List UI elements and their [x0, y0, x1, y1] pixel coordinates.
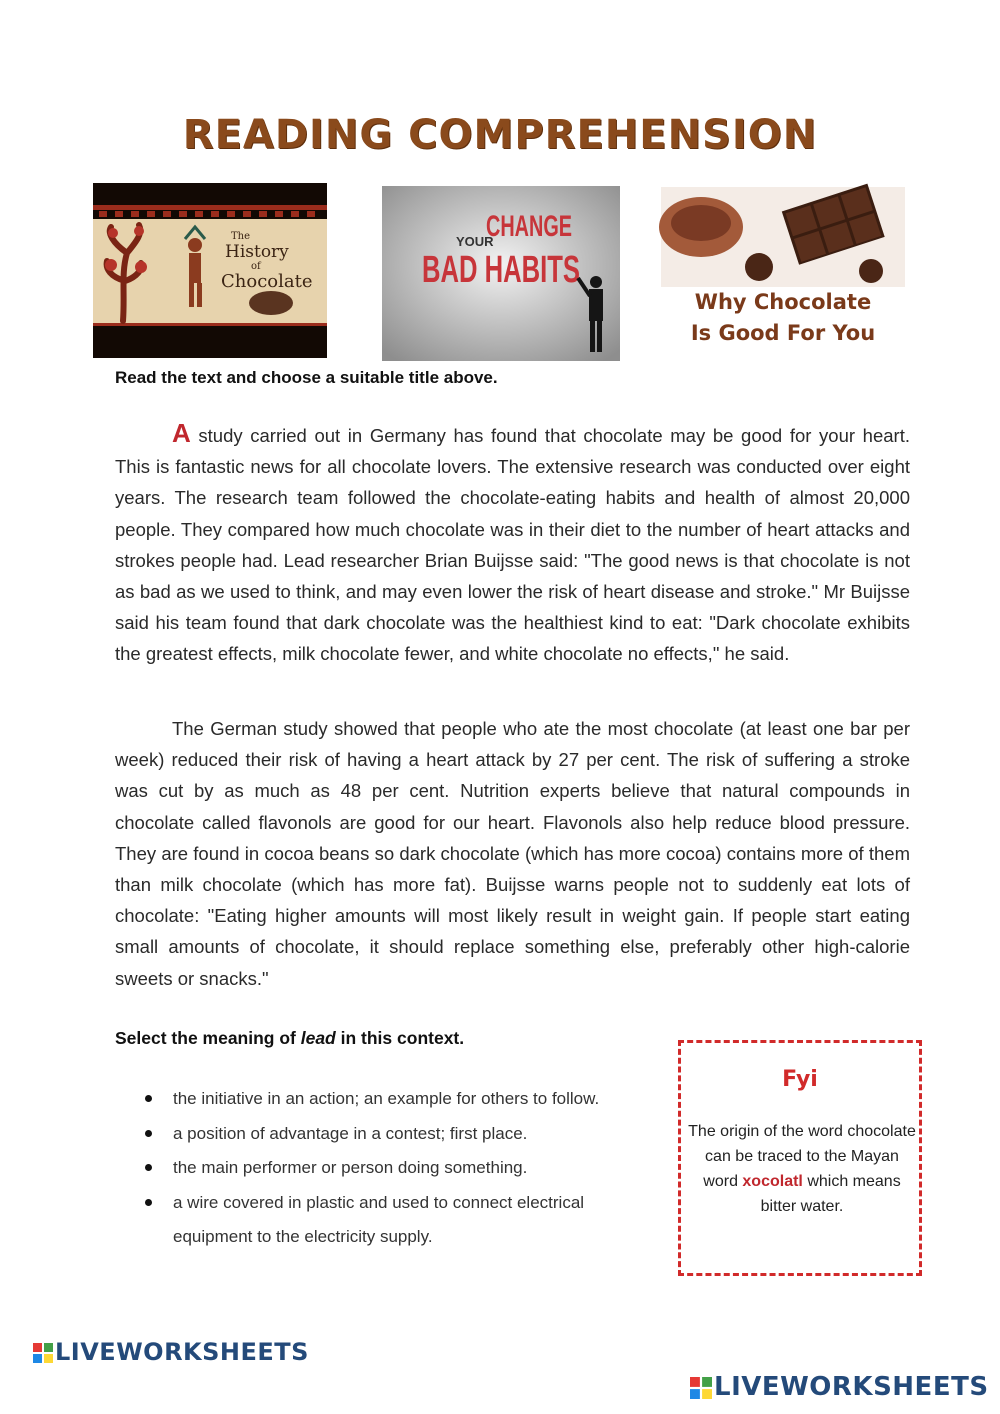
question-word: lead [300, 1028, 336, 1048]
answer-option[interactable]: the main performer or person doing something. [145, 1151, 665, 1186]
drop-cap: A [172, 418, 191, 448]
bad-habits-image-art [382, 186, 620, 361]
why-chocolate-line1: Why Chocolate [694, 290, 872, 314]
why-chocolate-image-art [661, 187, 905, 362]
why-chocolate-line2: Is Good For You [690, 321, 876, 345]
instruction-text: Read the text and choose a suitable title above. [115, 368, 498, 387]
fyi-text [687, 1119, 917, 1219]
fyi-box [678, 1040, 922, 1276]
text-your: YOUR [456, 234, 494, 249]
history-line-of: of [251, 261, 261, 272]
text-change: CHANGE [486, 210, 572, 243]
fyi-word: xocolatl [742, 1173, 803, 1190]
history-of-chocolate-image[interactable] [93, 183, 327, 358]
history-image-art [93, 183, 327, 358]
logo-grid-icon [33, 1343, 53, 1363]
question-suffix: in this context. [335, 1028, 465, 1048]
passage-paragraph-1 [115, 418, 910, 670]
logo-grid-icon [690, 1377, 712, 1399]
fyi-text-after: which means bitter water. [760, 1173, 901, 1215]
answer-option[interactable]: a position of advantage in a contest; first place. [145, 1117, 665, 1152]
history-line-history: History [225, 242, 289, 262]
change-bad-habits-image[interactable] [382, 186, 620, 361]
question-prefix: Select the meaning of [115, 1028, 301, 1048]
page-title: READING COMPREHENSION [182, 112, 818, 158]
answer-option[interactable]: the initiative in an action; an example for others to follow. [145, 1082, 665, 1117]
paragraph-1-text: study carried out in Germany has found that chocolate may be good for your heart. This is fantastic news for all chocolate lovers. The extensive research was conducted over eight years. The research team followed the chocolate-eating habits and health of almost 20,000 people. They compared how much chocolate was in their diet to the number of heart attacks and strokes people had. Lead researcher Brian Buijsse said: "The good news is that chocolate is not as bad as we used to think, and may even lower the risk of heart disease and stroke." Mr Buijsse said his team found that dark chocolate was the healthiest kind to eat: "Dark chocolate exhibits the greatest effects, milk chocolate fewer, and white chocolate no effects," he said. [115, 425, 910, 665]
passage-paragraph-2: The German study showed that people who ate the most chocolate (at least one bar per week) reduced their risk of having a heart attack by 27 per cent. The risk of suffering a stroke was cut by as much as 48 per cent. Nutrition experts believe that natural compounds in chocolate called flavonols are good for our heart. Flavonols also help reduce blood pressure. They are found in cocoa beans so dark chocolate (which has more cocoa) contains more of them than milk chocolate (which has more fat). Buijsse warns people not to suddenly eat lots of chocolate: "Eating higher amounts will most likely result in weight gain. If people start eating small amounts of chocolate, it should replace something else, preferably other high-calorie sweets or snacks." [115, 718, 910, 989]
question-prompt [115, 1028, 464, 1049]
history-line-chocolate: Chocolate [221, 271, 313, 292]
fyi-text-before: The origin of the word chocolate can be traced to the Mayan word [688, 1123, 916, 1190]
why-chocolate-good-image[interactable] [661, 187, 905, 362]
answer-options [145, 1082, 665, 1255]
liveworksheets-logo-footer [690, 1372, 989, 1402]
logo-text: LIVEWORKSHEETS [55, 1338, 309, 1366]
text-bad-habits: BAD HABITS [422, 249, 580, 291]
fyi-title: Fyi [782, 1067, 818, 1092]
history-line-the: The [231, 231, 251, 242]
logo-text: LIVEWORKSHEETS [714, 1372, 989, 1402]
answer-option[interactable]: a wire covered in plastic and used to connect electrical equipment to the electricity supply. [145, 1186, 665, 1255]
liveworksheets-logo [33, 1338, 309, 1366]
